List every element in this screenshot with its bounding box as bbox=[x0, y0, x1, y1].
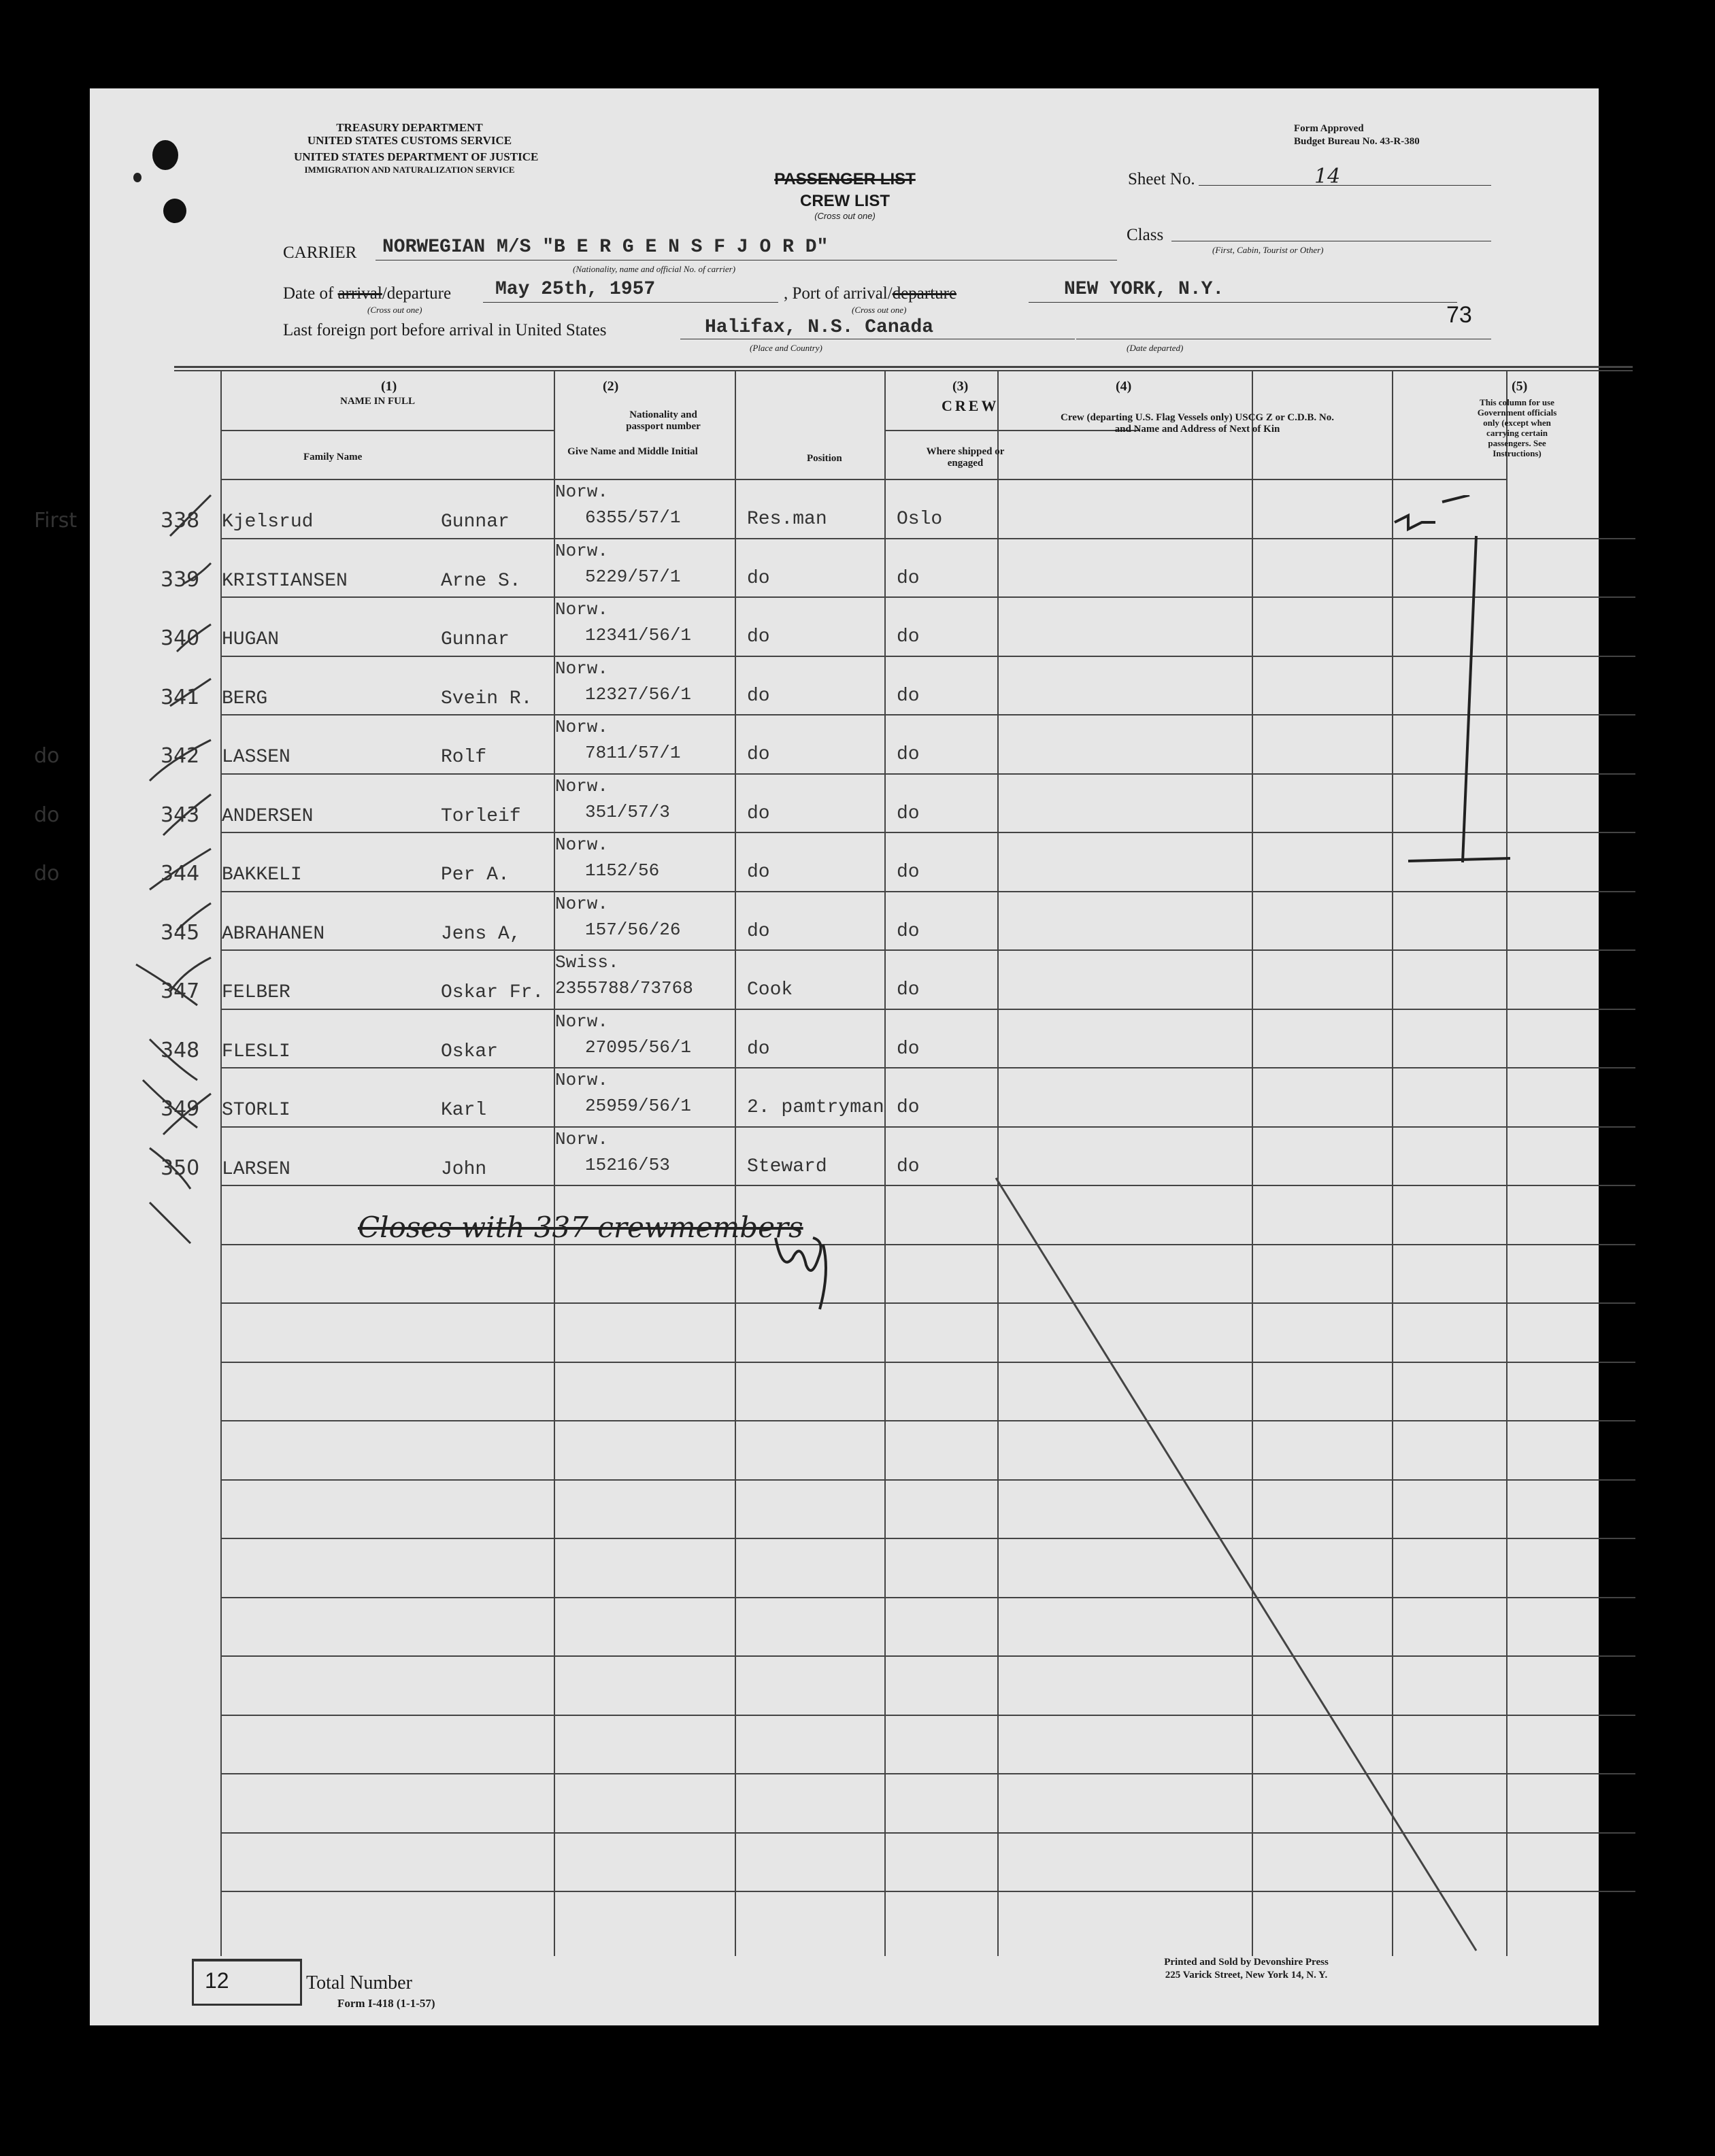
passport-number: 351/57/3 bbox=[585, 802, 670, 822]
ink-blot bbox=[163, 199, 186, 223]
form-approved: Form Approved bbox=[1294, 123, 1364, 134]
row-number: 347 bbox=[161, 979, 200, 1003]
passport-number: 157/56/26 bbox=[585, 920, 681, 940]
total-box bbox=[192, 1959, 302, 2006]
row-number: 338 bbox=[161, 509, 200, 533]
last-port-value: Halifax, N.S. Canada bbox=[705, 317, 934, 338]
nationality: Norw. bbox=[555, 482, 609, 502]
immigration-service: IMMIGRATION AND NATURALIZATION SERVICE bbox=[304, 165, 515, 175]
row-margin-note: do bbox=[34, 862, 60, 886]
row-number: 344 bbox=[161, 862, 200, 886]
position: Cook bbox=[747, 979, 793, 1000]
position: do bbox=[747, 862, 770, 883]
position: do bbox=[747, 568, 770, 589]
row-number: 340 bbox=[161, 626, 200, 650]
column5-bracket bbox=[1361, 495, 1510, 876]
crew-table bbox=[34, 366, 1557, 1952]
row-number: 342 bbox=[161, 744, 200, 768]
nationality: Norw. bbox=[555, 835, 609, 855]
given-name: Torleif bbox=[441, 806, 521, 827]
row-number: 341 bbox=[161, 686, 200, 709]
nationality: Norw. bbox=[555, 717, 609, 737]
where-shipped: do bbox=[897, 1097, 920, 1118]
printer-line2: 225 Varick Street, New York 14, N. Y. bbox=[1165, 1970, 1328, 1981]
given-name: Karl bbox=[441, 1100, 487, 1121]
col1-family: Family Name bbox=[303, 452, 363, 462]
total-value: 12 bbox=[205, 1968, 229, 1993]
row-margin-note: First bbox=[34, 509, 78, 533]
col3-title: CREW bbox=[942, 397, 999, 414]
family-name: Kjelsrud bbox=[222, 511, 314, 533]
date-hint: (Cross out one) bbox=[367, 305, 422, 315]
family-name: BERG bbox=[222, 688, 268, 709]
col3-position: Position bbox=[807, 453, 842, 464]
family-name: ANDERSEN bbox=[222, 806, 314, 827]
family-name: LARSEN bbox=[222, 1159, 290, 1180]
total-label: Total Number bbox=[306, 1972, 412, 1993]
where-shipped: do bbox=[897, 921, 920, 942]
family-name: LASSEN bbox=[222, 747, 290, 768]
nationality: Norw. bbox=[555, 1011, 609, 1032]
carrier-value: NORWEGIAN M/S "B E R G E N S F J O R D" bbox=[382, 237, 829, 258]
crew-list-label: CREW LIST bbox=[800, 192, 890, 210]
row-margin-note: do bbox=[34, 744, 60, 768]
col3-shipped: Where shipped or engaged bbox=[926, 446, 1005, 469]
passport-number: 12327/56/1 bbox=[585, 684, 692, 705]
passport-number: 15216/53 bbox=[585, 1155, 670, 1175]
given-name: Rolf bbox=[441, 747, 487, 768]
given-name: Jens A, bbox=[441, 924, 521, 945]
position: do bbox=[747, 803, 770, 824]
row-number: 343 bbox=[161, 803, 200, 827]
family-name: STORLI bbox=[222, 1100, 290, 1121]
diagonal-cancel-line bbox=[993, 1175, 1483, 1957]
where-shipped: do bbox=[897, 862, 920, 883]
row-number: 345 bbox=[161, 921, 200, 945]
col1-title: NAME IN FULL bbox=[340, 396, 416, 407]
col5-title: This column for use Government officials only (except when carrying certain passengers. See Instructions) bbox=[1477, 397, 1557, 458]
where-shipped: do bbox=[897, 686, 920, 707]
passport-number: 2355788/73768 bbox=[555, 978, 693, 998]
given-name: Oskar bbox=[441, 1041, 499, 1062]
nationality: Norw. bbox=[555, 1129, 609, 1149]
given-name: Oskar Fr. bbox=[441, 982, 544, 1003]
passport-number: 12341/56/1 bbox=[585, 625, 692, 645]
nationality: Norw. bbox=[555, 776, 609, 796]
class-hint: (First, Cabin, Tourist or Other) bbox=[1212, 245, 1324, 255]
crew-list-form bbox=[34, 88, 1599, 2025]
given-name: John bbox=[441, 1159, 487, 1180]
agency-header bbox=[294, 121, 539, 176]
family-name: ABRAHANEN bbox=[222, 924, 325, 945]
place-hint: (Place and Country) bbox=[750, 343, 822, 353]
nationality: Norw. bbox=[555, 658, 609, 679]
treasury-dept: TREASURY DEPARTMENT bbox=[336, 121, 483, 134]
given-name: Gunnar bbox=[441, 511, 510, 533]
ink-blot bbox=[152, 140, 178, 170]
nationality: Norw. bbox=[555, 1070, 609, 1090]
given-name: Svein R. bbox=[441, 688, 533, 709]
last-port-label: Last foreign port before arrival in United States bbox=[283, 321, 607, 339]
sheet-label: Sheet No. bbox=[1128, 170, 1195, 188]
col5-num: (5) bbox=[1512, 379, 1528, 394]
date-label: Date of arrival/departure bbox=[283, 284, 452, 303]
where-shipped: do bbox=[897, 744, 920, 765]
budget-bureau: Budget Bureau No. 43-R-380 bbox=[1294, 136, 1420, 147]
passport-number: 6355/57/1 bbox=[585, 507, 681, 528]
row-number: 339 bbox=[161, 568, 200, 592]
family-name: FLESLI bbox=[222, 1041, 290, 1062]
port-value: NEW YORK, N.Y. bbox=[1064, 279, 1225, 300]
carrier-label: CARRIER bbox=[283, 243, 357, 262]
passport-number: 25959/56/1 bbox=[585, 1096, 692, 1116]
sheet-value: 14 bbox=[1314, 165, 1341, 188]
passport-number: 27095/56/1 bbox=[585, 1037, 692, 1058]
row-margin-note: do bbox=[34, 803, 60, 827]
nationality: Norw. bbox=[555, 599, 609, 620]
justice-dept: UNITED STATES DEPARTMENT OF JUSTICE bbox=[294, 150, 539, 163]
row-number: 348 bbox=[161, 1039, 200, 1062]
passport-number: 1152/56 bbox=[585, 860, 660, 881]
col2-num: (2) bbox=[603, 379, 619, 394]
printer-line1: Printed and Sold by Devonshire Press bbox=[1164, 1957, 1329, 1968]
nationality: Norw. bbox=[555, 541, 609, 561]
row-number: 349 bbox=[161, 1097, 200, 1121]
family-name: HUGAN bbox=[222, 629, 280, 650]
row-number: 350 bbox=[161, 1156, 200, 1180]
date-value: May 25th, 1957 bbox=[495, 279, 656, 300]
position: do bbox=[747, 686, 770, 707]
port-hint: (Cross out one) bbox=[852, 305, 907, 315]
col1-given: Give Name and Middle Initial bbox=[567, 446, 698, 457]
passport-number: 5229/57/1 bbox=[585, 567, 681, 587]
col2-title: Nationality and passport number bbox=[626, 409, 701, 432]
position: Steward bbox=[747, 1156, 827, 1177]
family-name: KRISTIANSEN bbox=[222, 571, 348, 592]
where-shipped: do bbox=[897, 626, 920, 647]
position: do bbox=[747, 626, 770, 647]
passport-number: 7811/57/1 bbox=[585, 743, 681, 763]
printer-info bbox=[1110, 1956, 1382, 1982]
nationality: Norw. bbox=[555, 894, 609, 914]
col4-title: Crew (departing U.S. Flag Vessels only) USCG Z or C.D.B. No. and Name and Address of Next of Kin bbox=[1061, 412, 1334, 435]
initials-mark bbox=[769, 1224, 844, 1313]
position: Res.man bbox=[747, 509, 827, 530]
where-shipped: do bbox=[897, 979, 920, 1000]
given-name: Gunnar bbox=[441, 629, 510, 650]
given-name: Per A. bbox=[441, 864, 510, 886]
where-shipped: do bbox=[897, 803, 920, 824]
ink-blot bbox=[133, 173, 141, 182]
table-row-line bbox=[220, 891, 1635, 892]
table-row-line bbox=[220, 1009, 1635, 1010]
where-shipped: do bbox=[897, 1039, 920, 1060]
carrier-hint: (Nationality, name and official No. of carrier) bbox=[573, 264, 736, 274]
page-number: 73 bbox=[1446, 302, 1472, 328]
col1-num: (1) bbox=[381, 379, 397, 394]
passenger-list-label: PASSENGER LIST bbox=[774, 170, 916, 188]
col4-num: (4) bbox=[1116, 379, 1132, 394]
family-name: BAKKELI bbox=[222, 864, 302, 886]
date-departed-hint: (Date departed) bbox=[1127, 343, 1184, 353]
where-shipped: do bbox=[897, 568, 920, 589]
given-name: Arne S. bbox=[441, 571, 521, 592]
table-row-line bbox=[220, 1067, 1635, 1068]
where-shipped: Oslo bbox=[897, 509, 943, 530]
list-title bbox=[743, 170, 947, 221]
position: do bbox=[747, 744, 770, 765]
margin-check-marks bbox=[109, 468, 245, 1624]
nationality: Swiss. bbox=[555, 952, 619, 973]
where-shipped: do bbox=[897, 1156, 920, 1177]
form-id: Form I-418 (1-1-57) bbox=[337, 1997, 435, 2010]
closing-note: Closes with 337 crewmembers bbox=[358, 1211, 803, 1244]
form-approved-block bbox=[1294, 122, 1420, 148]
customs-service: UNITED STATES CUSTOMS SERVICE bbox=[307, 134, 512, 147]
cross-out-hint: (Cross out one) bbox=[814, 211, 876, 221]
port-label: , Port of arrival/departure bbox=[784, 284, 957, 303]
class-label: Class bbox=[1127, 226, 1164, 244]
col3-num: (3) bbox=[952, 379, 969, 394]
table-row-line bbox=[220, 949, 1635, 951]
table-row-line bbox=[220, 1126, 1635, 1128]
position: do bbox=[747, 921, 770, 942]
position: do bbox=[747, 1039, 770, 1060]
family-name: FELBER bbox=[222, 982, 290, 1003]
position: 2. pamtryman bbox=[747, 1097, 884, 1118]
